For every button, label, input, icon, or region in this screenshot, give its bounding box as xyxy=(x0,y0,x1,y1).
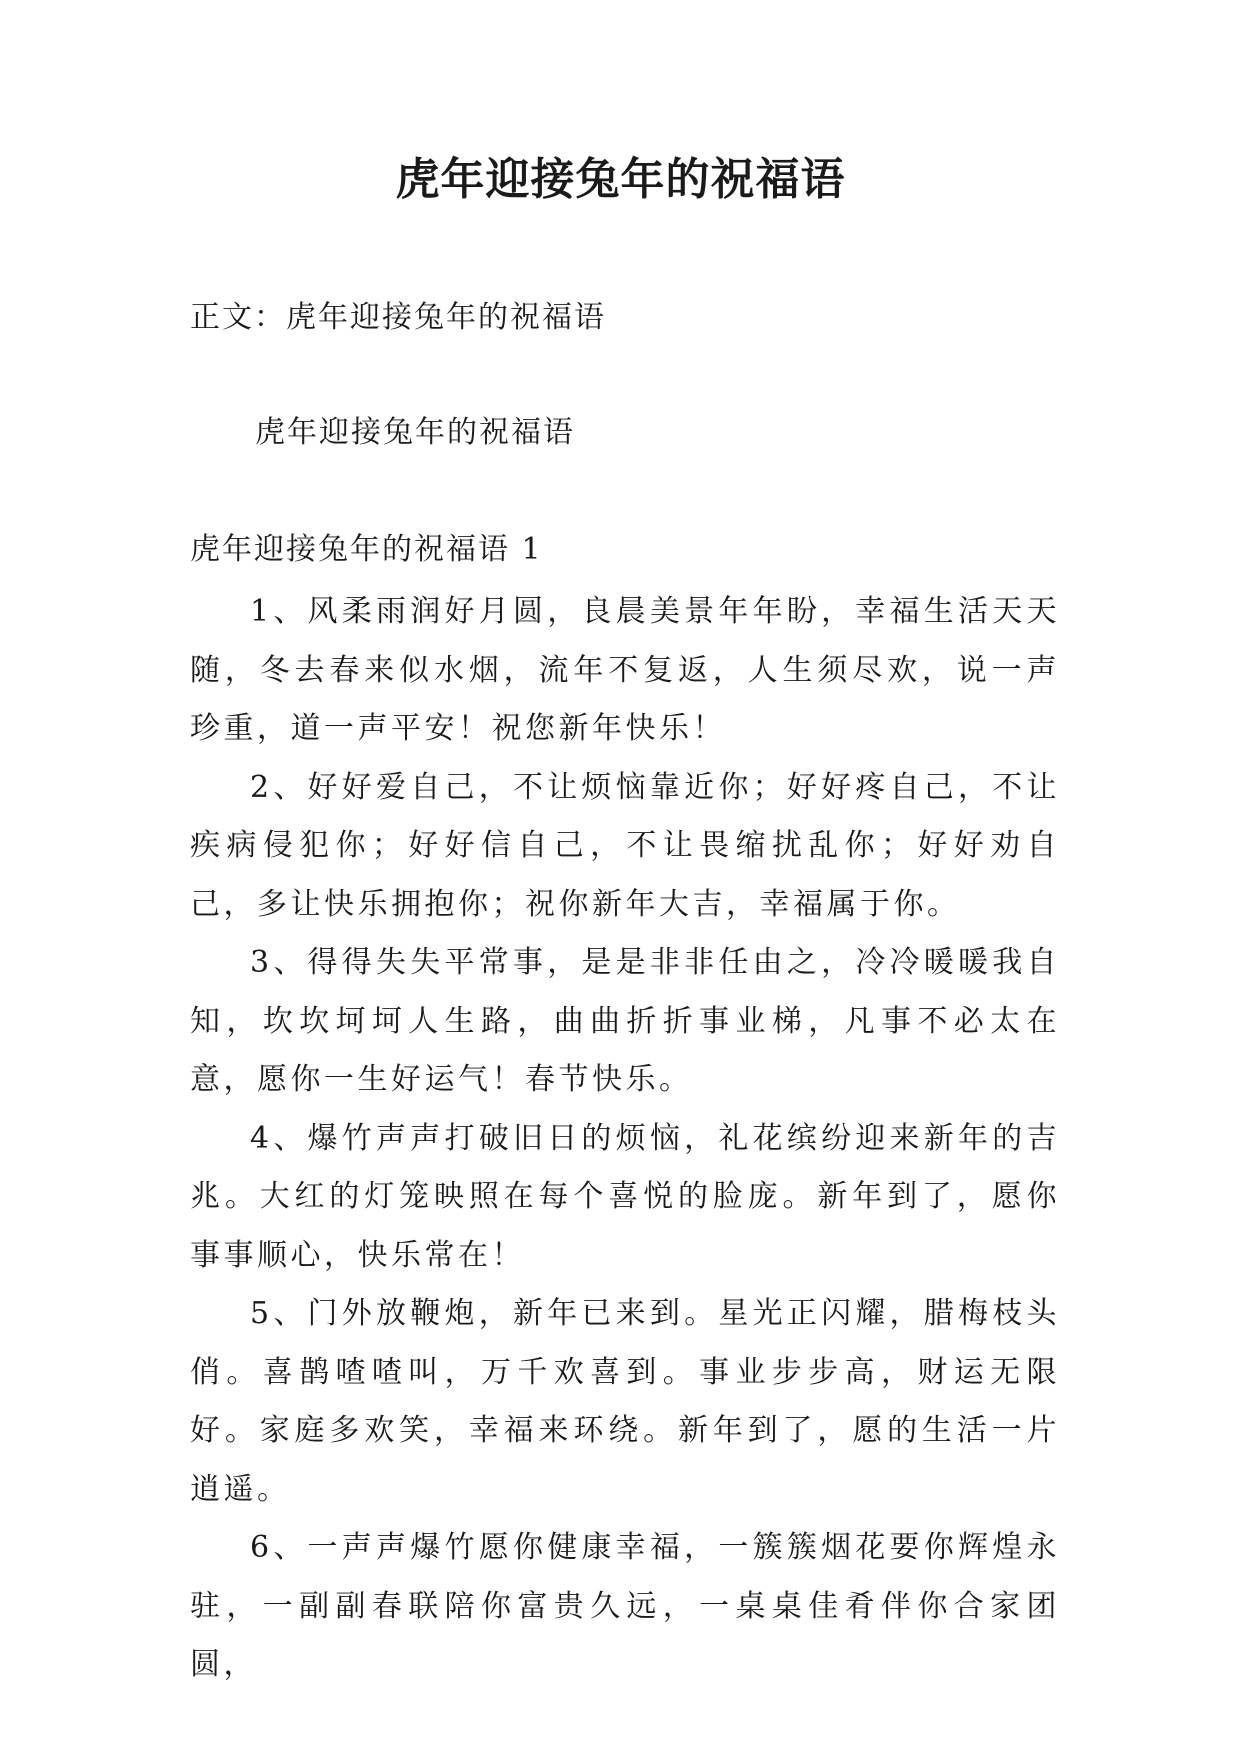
document-subtitle: 正文：虎年迎接兔年的祝福语 xyxy=(190,300,606,335)
paragraph: 5、门外放鞭炮，新年已来到。星光正闪耀，腊梅枝头俏。喜鹊喳喳叫，万千欢喜到。事业步步高，财运无限好。家庭多欢笑，幸福来环绕。新年到了，愿的生活一片逍遥。 xyxy=(190,1296,1060,1507)
paragraph: 1、风柔雨润好月圆，良晨美景年年盼，幸福生活天天随，冬去春来似水烟，流年不复返，人生须尽欢，说一声珍重，道一声平安！祝您新年快乐！ xyxy=(190,594,1060,746)
section-heading: 虎年迎接兔年的祝福语 1 xyxy=(190,532,543,567)
document-title: 虎年迎接兔年的祝福语 xyxy=(395,154,846,205)
paragraph: 3、得得失失平常事，是是非非任由之，冷冷暖暖我自知，坎坎坷坷人生路，曲曲折折事业梯，凡事不必太在意，愿你一生好运气！春节快乐。 xyxy=(190,945,1060,1097)
body-text xyxy=(190,583,1060,1695)
paragraph: 6、一声声爆竹愿你健康幸福，一簇簇烟花要你辉煌永驻，一副副春联陪你富贵久远，一桌桌佳肴伴你合家团圆， xyxy=(190,1530,1060,1682)
paragraph: 2、好好爱自己，不让烦恼靠近你；好好疼自己，不让疾病侵犯你；好好信自己，不让畏缩扰乱你；好好劝自己，多让快乐拥抱你；祝你新年大吉，幸福属于你。 xyxy=(190,769,1060,922)
paragraph: 4、爆竹声声打破旧日的烦恼，礼花缤纷迎来新年的吉兆。大红的灯笼映照在每个喜悦的脸庞。新年到了，愿你事事顺心，快乐常在！ xyxy=(190,1120,1060,1273)
inner-title: 虎年迎接兔年的祝福语 xyxy=(255,415,575,450)
